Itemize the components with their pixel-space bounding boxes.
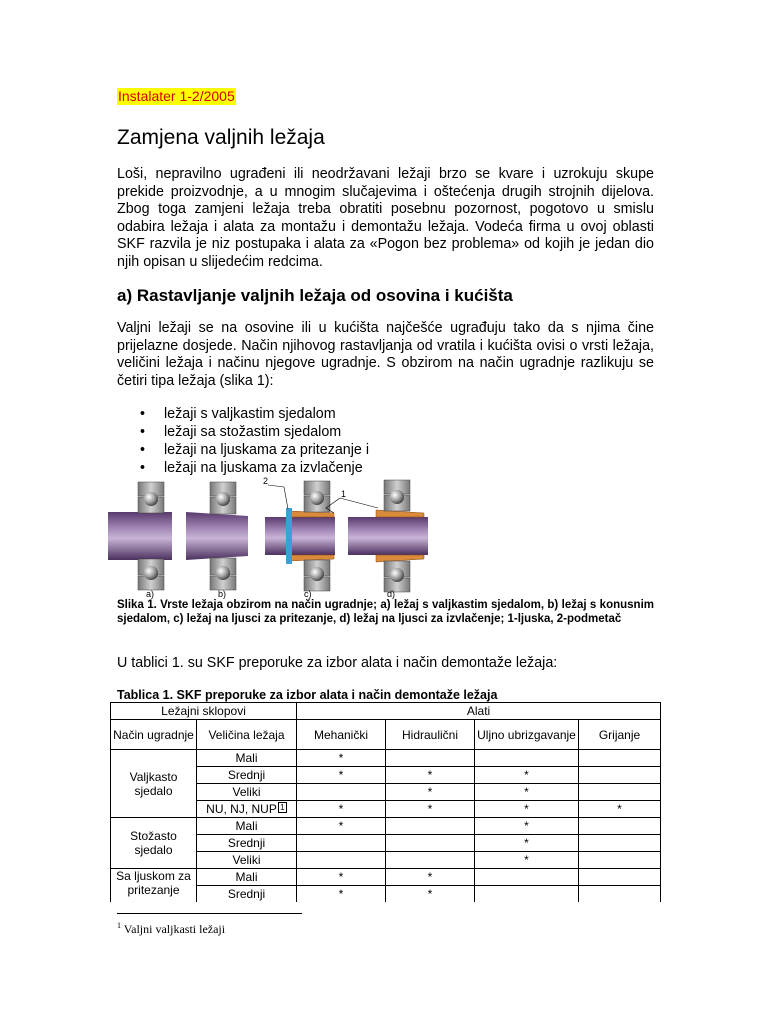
bearing-c [265, 481, 335, 591]
table-row [111, 750, 661, 767]
size-cell: Srednji [197, 767, 297, 784]
mark-cell [579, 818, 661, 835]
mark-cell [297, 852, 386, 869]
size-cell: Veliki [197, 852, 297, 869]
mark-cell: * [475, 818, 579, 835]
mark-cell [579, 767, 661, 784]
list-item: • ležaji sa stožastim sjedalom [140, 423, 369, 441]
group-header-tools: Alati [297, 703, 661, 720]
mark-cell [386, 835, 475, 852]
mark-cell [475, 750, 579, 767]
bearing-b [186, 482, 248, 590]
mark-cell: * [475, 835, 579, 852]
group-cell: Sa ljuskom za pritezanje [111, 869, 197, 903]
mark-cell [579, 852, 661, 869]
bearing-type-list [140, 405, 369, 477]
col-header-mounting: Način ugradnje [111, 720, 197, 750]
mark-cell: * [297, 869, 386, 886]
mark-cell [475, 869, 579, 886]
intro-paragraph: Loši, nepravilno ugrađeni ili neodržavani ležaji brzo se kvare i uzrokuju skupe prekide proizvodnje, a u mnogim slučajevima i oštećenja drugih strojnih dijelova. Zbog toga zamjeni ležaja treba obratiti posebnu pozornost, pogotovo u smislu odabira ležaja i alata za montažu i demontažu ležaja. Vodeća firma u ovoj oblasti SKF razvila je niz postupaka i alata za «Pogon bez problema» od kojih je jedan dio njih opisan u slijedećim redcima. [117, 166, 654, 270]
mark-cell [475, 886, 579, 903]
group-cell: Stožasto sjedalo [111, 818, 197, 869]
footnote [117, 921, 225, 937]
list-item: • ležaji s valjkastim sjedalom [140, 405, 369, 423]
mark-cell [579, 750, 661, 767]
tools-table [110, 702, 661, 902]
size-cell: Veliki [197, 784, 297, 801]
mark-cell: * [297, 886, 386, 903]
size-cell: Mali [197, 818, 297, 835]
footnote-text: Valjni valjkasti ležaji [123, 922, 226, 936]
footnote-ref[interactable]: 1 [278, 802, 287, 813]
mark-cell: * [475, 767, 579, 784]
source-tag: Instalater 1-2/2005 [118, 88, 235, 104]
size-text: NU, NJ, NUP [206, 802, 277, 816]
footnote-mark: 1 [117, 921, 121, 930]
table-intro: U tablici 1. su SKF preporuke za izbor alata i način demontaže ležaja: [117, 655, 558, 671]
mark-cell: * [386, 886, 475, 903]
section-a-paragraph: Valjni ležaji se na osovine ili u kućišta najčešće ugrađuju tako da s njima čine prijelazne dosjede. Način njihovog rastavljanja od vratila i kućišta ovisi o vrsti ležaja, veličini ležaja i načinu njegove ugradnje. S obzirom na način ugradnje razlikuju se četiri tipa ležaja (slika 1): [117, 320, 654, 389]
mark-cell: * [386, 869, 475, 886]
mark-cell: * [579, 801, 661, 818]
mark-cell: * [386, 801, 475, 818]
callout-label-2: 2 [263, 476, 269, 486]
mark-cell [386, 818, 475, 835]
mark-cell [579, 784, 661, 801]
mark-cell: * [386, 767, 475, 784]
table-row [111, 869, 661, 886]
bearing-figure [108, 475, 434, 600]
size-cell: Srednji [197, 835, 297, 852]
figure-label-c: c) [304, 589, 312, 599]
mark-cell: * [297, 750, 386, 767]
footnote-separator [117, 913, 302, 914]
size-cell: Mali [197, 869, 297, 886]
bearing-d [348, 480, 428, 592]
figure-label-a: a) [146, 589, 155, 599]
group-cell: Valjkasto sjedalo [111, 750, 197, 818]
group-header-assemblies: Ležajni sklopovi [111, 703, 297, 720]
mark-cell: * [297, 767, 386, 784]
section-a-heading: a) Rastavljanje valjnih ležaja od osovina i kućišta [117, 286, 513, 305]
list-item: • ležaji na ljuskama za izvlačenje [140, 459, 369, 477]
mark-cell: * [297, 818, 386, 835]
figure-caption: Slika 1. Vrste ležaja obzirom na način ugradnje; a) ležaj s valjkastim sjedalom, b) ležaj s konusnim sjedalom, c) ležaj na ljusci za pritezanje, d) ležaj na ljusci za izvlačenje; 1-ljuska, 2-podmetač [117, 599, 654, 625]
table-group-header-row [111, 703, 661, 720]
mark-cell: * [475, 801, 579, 818]
mark-cell [386, 852, 475, 869]
figure-label-d: d) [387, 589, 396, 599]
table-wrapper [110, 702, 662, 902]
mark-cell [386, 750, 475, 767]
list-item: • ležaji na ljuskama za pritezanje i [140, 441, 369, 459]
size-cell: Srednji [197, 886, 297, 903]
mark-cell [579, 869, 661, 886]
table-caption: Tablica 1. SKF preporuke za izbor alata i način demontaže ležaja [117, 688, 498, 702]
mark-cell [579, 835, 661, 852]
mark-cell [297, 835, 386, 852]
table-header-row [111, 720, 661, 750]
callout-label-1: 1 [341, 489, 347, 499]
size-cell: Mali [197, 750, 297, 767]
callout-line-1b [340, 498, 378, 508]
mark-cell: * [475, 784, 579, 801]
col-header-hydraulic: Hidraulični [386, 720, 475, 750]
col-header-mechanical: Mehanički [297, 720, 386, 750]
figure-label-b: b) [218, 589, 227, 599]
page-title: Zamjena valjnih ležaja [117, 126, 325, 149]
mark-cell: * [297, 801, 386, 818]
col-header-size: Veličina ležaja [197, 720, 297, 750]
mark-cell [297, 784, 386, 801]
callout-line-2 [268, 485, 288, 509]
mark-cell: * [386, 784, 475, 801]
mark-cell [579, 886, 661, 903]
col-header-heating: Grijanje [579, 720, 661, 750]
mark-cell: * [475, 852, 579, 869]
table-row [111, 818, 661, 835]
col-header-oil-injection: Uljno ubrizgavanje [475, 720, 579, 750]
bearing-a [108, 482, 172, 590]
size-cell [197, 801, 297, 818]
